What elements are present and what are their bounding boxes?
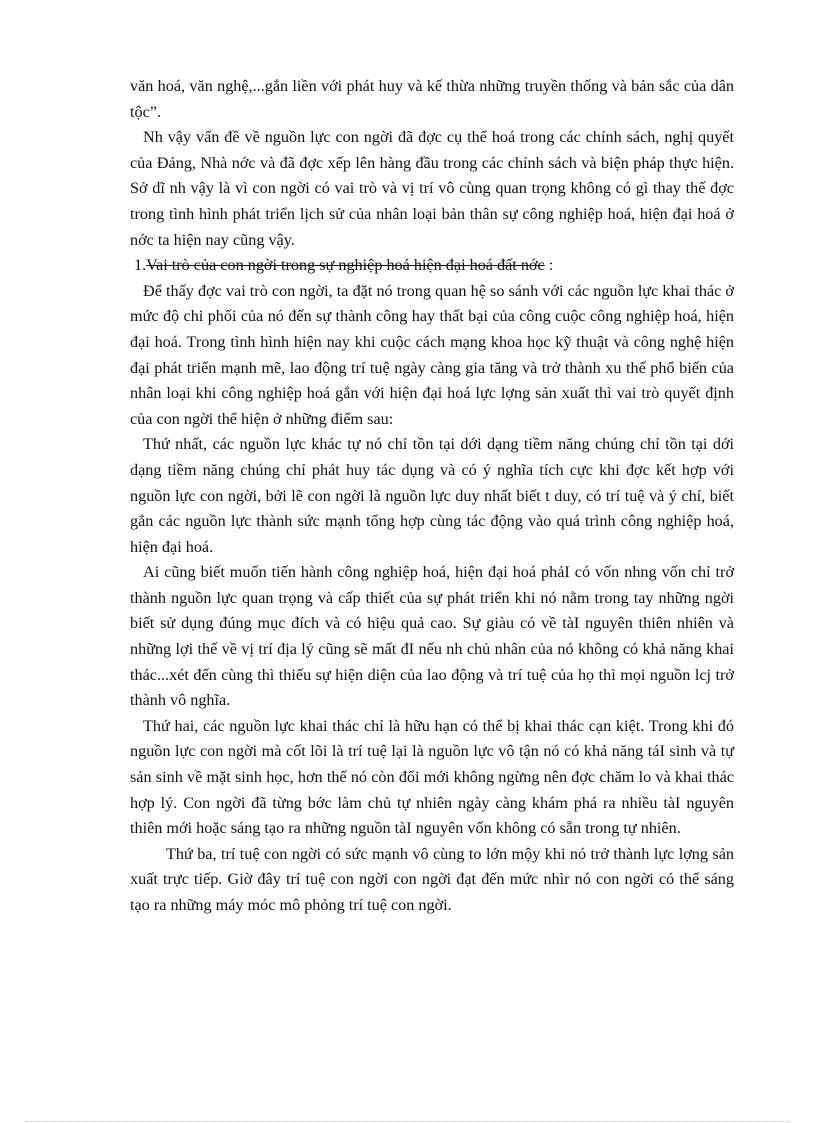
thu-ba-paragraph: Thứ ba, trí tuệ con ngời có sức mạnh vô cùng to lớn mộy khi nó trở thành lực lợng sản xuất trực tiếp. Giờ đây trí tuệ con ngời con ngời đạt đến mức nhìr nó con ngời có thể sáng tạo ra những máy móc mô phỏng trí tuệ con ngời. <box>130 844 734 914</box>
document-body <box>130 74 734 919</box>
section-heading <box>130 253 734 279</box>
nh-vay-paragraph: Nh vậy vấn đề về nguồn lực con ngời đã đợc cụ thể hoá trong các chính sách, nghị quyết của Đảng, Nhà nớc và đã đợc xếp lên hàng đầu trong các chính sách và biện pháp thực hiện. Sở dĩ nh vậy là vì con ngời có vai trò và vị trí vô cùng quan trọng không có gì thay thế đợc trong tình hình phát triển lịch sử của nhân loại bản thân sự công nghiệp hoá, hiện đại hoá ở nớc ta hiện nay cũng vậy. <box>130 128 734 249</box>
ai-cung-paragraph: Ai cũng biết muốn tiến hành công nghiệp hoá, hiện đại hoá phảI có vốn nhng vốn chỉ trở thành nguồn lực quan trọng và cấp thiết của sự phát triển khi nó nằm trong tay những ngời biết sử dụng đúng mục đích và có hiệu quả cao. Sự giàu có về tàI nguyên thiên nhiên và những lợi thế về vị trí địa lý cũng sẽ mất đI nếu nh chủ nhân của nó không có khả năng khai thác...xét đến cùng thì thiếu sự hiện diện của lao động và trí tuệ của họ thì mọi nguồn lcj trở thành vô nghĩa. <box>130 563 734 710</box>
thu-nhat-paragraph: Thứ nhất, các nguồn lực khác tự nó chỉ tồn tại dới dạng tiềm năng chúng chỉ tồn tại dới dạng tiềm năng chúng chỉ phát huy tác dụng và có ý nghĩa tích cực khi đợc kết hợp với nguồn lực con ngời, bởi lẽ con ngời là nguồn lực duy nhất biết t duy, có trí tuệ và ý chí, biết gắn các nguồn lực thành sức mạnh tổng hợp cùng tác động vào quá trình công nghiệp hoá, hiện đại hoá. <box>130 435 734 556</box>
section-heading-text: Vai trò của con ngời trong sự nghiệp hoá hiện đại hoá đất nớc <box>146 256 545 275</box>
section-heading-suffix: : <box>548 256 554 275</box>
section-heading-number: 1. <box>134 256 147 275</box>
page-bottom-divider <box>26 1121 790 1122</box>
intro-continuation-paragraph: văn hoá, văn nghệ,...gắn liền với phát huy và kế thừa những truyền thống và bản sắc của dân tộc”. <box>130 77 734 121</box>
thu-hai-paragraph: Thứ hai, các nguồn lực khai thác chỉ là hữu hạn có thể bị khai thác cạn kiệt. Trong khi đó nguồn lực con ngời mà cốt lõi là trí tuệ lại là nguồn lực vô tận nó có khả năng táI sinh và tự sản sinh về mặt sinh học, hơn thế nó còn đổi mới không ngừng nên đợc chăm lo và khai thác hợp lý. Con ngời đã từng bớc làm chủ tự nhiên ngày càng khám phá ra nhiều tàI nguyên thiên mới hoặc sáng tạo ra những nguồn tàI nguyên vốn không có sẵn trong tự nhiên. <box>130 716 734 838</box>
de-thay-paragraph: Để thấy đợc vai trò con ngời, ta đặt nó trong quan hệ so sánh với các nguồn lực khai thác ở mức độ chi phối của nó đến sự thành công hay thất bại của công cuộc công nghiệp hoá, hiện đại hoá. Trong tình hình hiện nay khi cuộc cách mạng khoa học kỹ thuật và công nghệ hiện đại phát triển mạnh mẽ, lao động trí tuệ ngày càng gia tăng và trở thành xu thế phổ biến của nhân loại khi công nghiệp hoá gắn với hiện đại hoá lực lợng sản xuất thì vai trò quyết định của con ngời thể hiện ở những điểm sau: <box>130 281 734 428</box>
